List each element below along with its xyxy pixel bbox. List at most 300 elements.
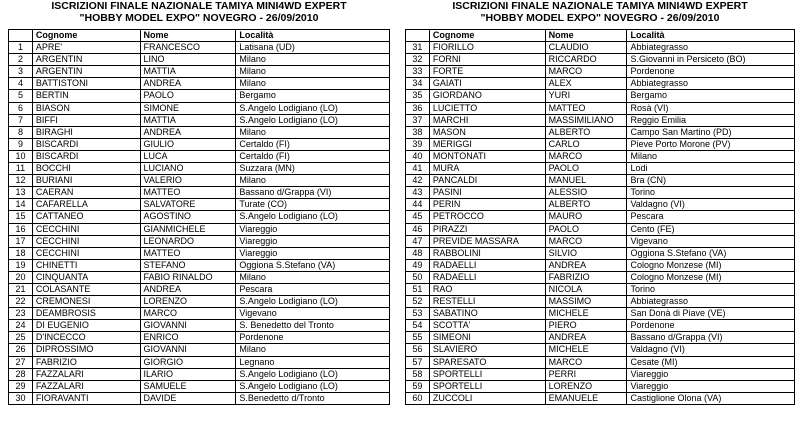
locality-cell: Milano bbox=[236, 126, 390, 138]
locality-cell: Viareggio bbox=[236, 235, 390, 247]
row-number: 54 bbox=[406, 320, 430, 332]
row-number: 50 bbox=[406, 271, 430, 283]
locality-cell: Oggiona S.Stefano (VA) bbox=[627, 247, 795, 259]
locality-cell: Lodi bbox=[627, 163, 795, 175]
row-number: 36 bbox=[406, 102, 430, 114]
first-name-cell: LORENZO bbox=[140, 296, 236, 308]
locality-cell: Oggiona S.Stefano (VA) bbox=[236, 259, 390, 271]
first-name-cell: MAURO bbox=[545, 211, 627, 223]
locality-cell: Latisana (UD) bbox=[236, 42, 390, 54]
locality-cell: Viareggio bbox=[236, 223, 390, 235]
row-number: 37 bbox=[406, 114, 430, 126]
locality-cell: Pescara bbox=[627, 211, 795, 223]
header-surname: Cognome bbox=[32, 30, 140, 42]
row-number: 25 bbox=[9, 332, 33, 344]
row-number: 35 bbox=[406, 90, 430, 102]
row-number: 58 bbox=[406, 368, 430, 380]
surname-cell: SABATINO bbox=[429, 308, 545, 320]
table-row bbox=[406, 368, 795, 380]
surname-cell: APRE' bbox=[32, 42, 140, 54]
document-title bbox=[8, 0, 390, 24]
locality-cell: S.Angelo Lodigiano (LO) bbox=[236, 114, 390, 126]
row-number: 19 bbox=[9, 259, 33, 271]
locality-cell: Bergamo bbox=[627, 90, 795, 102]
surname-cell: BOCCHI bbox=[32, 163, 140, 175]
first-name-cell: MASSIMILIANO bbox=[545, 114, 627, 126]
first-name-cell: MARCO bbox=[545, 66, 627, 78]
row-number: 41 bbox=[406, 163, 430, 175]
row-number: 2 bbox=[9, 54, 33, 66]
right-panel bbox=[405, 0, 795, 405]
surname-cell: BERTIN bbox=[32, 90, 140, 102]
locality-cell: Milano bbox=[236, 271, 390, 283]
first-name-cell: STEFANO bbox=[140, 259, 236, 271]
table-row bbox=[9, 42, 390, 54]
first-name-cell: MARCO bbox=[140, 308, 236, 320]
table-row bbox=[9, 332, 390, 344]
row-number: 6 bbox=[9, 102, 33, 114]
surname-cell: FORNI bbox=[429, 54, 545, 66]
locality-cell: S.Giovanni in Persiceto (BO) bbox=[627, 54, 795, 66]
locality-cell: Torino bbox=[627, 283, 795, 295]
first-name-cell: ALEX bbox=[545, 78, 627, 90]
row-number: 27 bbox=[9, 356, 33, 368]
row-number: 1 bbox=[9, 42, 33, 54]
locality-cell: Pieve Porto Morone (PV) bbox=[627, 138, 795, 150]
row-number: 13 bbox=[9, 187, 33, 199]
row-number: 14 bbox=[9, 199, 33, 211]
first-name-cell: ANDREA bbox=[140, 283, 236, 295]
locality-cell: Valdagno (VI) bbox=[627, 344, 795, 356]
locality-cell: Pordenone bbox=[627, 66, 795, 78]
first-name-cell: GIULIO bbox=[140, 138, 236, 150]
locality-cell: Abbiategrasso bbox=[627, 42, 795, 54]
row-number: 30 bbox=[9, 392, 33, 404]
table-row bbox=[9, 296, 390, 308]
first-name-cell: FABRIZIO bbox=[545, 271, 627, 283]
first-name-cell: CLAUDIO bbox=[545, 42, 627, 54]
table-row bbox=[9, 187, 390, 199]
table-row bbox=[9, 356, 390, 368]
table-row bbox=[406, 102, 795, 114]
surname-cell: ZUCCOLI bbox=[429, 392, 545, 404]
table-row bbox=[9, 308, 390, 320]
row-number: 26 bbox=[9, 344, 33, 356]
table-row bbox=[9, 392, 390, 404]
locality-cell: Cologno Monzese (MI) bbox=[627, 259, 795, 271]
surname-cell: PERIN bbox=[429, 199, 545, 211]
row-number: 32 bbox=[406, 54, 430, 66]
title-line-1: ISCRIZIONI FINALE NAZIONALE TAMIYA MINI4WD EXPERT bbox=[51, 0, 347, 12]
locality-cell: Milano bbox=[236, 344, 390, 356]
title-line-1: ISCRIZIONI FINALE NAZIONALE TAMIYA MINI4WD EXPERT bbox=[452, 0, 748, 12]
row-number: 53 bbox=[406, 308, 430, 320]
table-row bbox=[9, 126, 390, 138]
document-title bbox=[405, 0, 795, 24]
first-name-cell: ALESSIO bbox=[545, 187, 627, 199]
table-row bbox=[9, 199, 390, 211]
first-name-cell: AGOSTINO bbox=[140, 211, 236, 223]
table-row bbox=[406, 356, 795, 368]
locality-cell: Bassano d/Grappa (VI) bbox=[236, 187, 390, 199]
header-surname: Cognome bbox=[429, 30, 545, 42]
row-number: 57 bbox=[406, 356, 430, 368]
first-name-cell: LUCA bbox=[140, 150, 236, 162]
table-row bbox=[406, 42, 795, 54]
table-row bbox=[406, 296, 795, 308]
table-row bbox=[9, 150, 390, 162]
locality-cell: Pordenone bbox=[627, 320, 795, 332]
table-row bbox=[406, 163, 795, 175]
locality-cell: Cento (FE) bbox=[627, 223, 795, 235]
row-number: 60 bbox=[406, 392, 430, 404]
surname-cell: CECCHINI bbox=[32, 247, 140, 259]
first-name-cell: MATTEO bbox=[140, 247, 236, 259]
table-body bbox=[406, 42, 795, 405]
header-locality: Località bbox=[627, 30, 795, 42]
table-row bbox=[406, 78, 795, 90]
table-row bbox=[9, 114, 390, 126]
surname-cell: BATTISTONI bbox=[32, 78, 140, 90]
surname-cell: FORTE bbox=[429, 66, 545, 78]
row-number: 29 bbox=[9, 380, 33, 392]
surname-cell: GIORDANO bbox=[429, 90, 545, 102]
table-row bbox=[9, 175, 390, 187]
table-row bbox=[9, 138, 390, 150]
locality-cell: Bra (CN) bbox=[627, 175, 795, 187]
surname-cell: RADAELLI bbox=[429, 271, 545, 283]
header-locality: Località bbox=[236, 30, 390, 42]
first-name-cell: ANDREA bbox=[140, 126, 236, 138]
row-number: 38 bbox=[406, 126, 430, 138]
first-name-cell: GIORGIO bbox=[140, 356, 236, 368]
row-number: 5 bbox=[9, 90, 33, 102]
row-number: 43 bbox=[406, 187, 430, 199]
surname-cell: BISCARDI bbox=[32, 138, 140, 150]
table-row bbox=[9, 66, 390, 78]
table-row bbox=[9, 247, 390, 259]
surname-cell: CATTANEO bbox=[32, 211, 140, 223]
first-name-cell: SAMUELE bbox=[140, 380, 236, 392]
locality-cell: Reggio Emilia bbox=[627, 114, 795, 126]
row-number: 10 bbox=[9, 150, 33, 162]
row-number: 4 bbox=[9, 78, 33, 90]
header-first-name: Nome bbox=[140, 30, 236, 42]
row-number: 28 bbox=[9, 368, 33, 380]
surname-cell: SCOTTA' bbox=[429, 320, 545, 332]
locality-cell: Milano bbox=[236, 175, 390, 187]
locality-cell: S.Angelo Lodigiano (LO) bbox=[236, 296, 390, 308]
registrations-table bbox=[405, 29, 795, 405]
row-number: 8 bbox=[9, 126, 33, 138]
surname-cell: SPORTELLI bbox=[429, 368, 545, 380]
locality-cell: Pescara bbox=[236, 283, 390, 295]
locality-cell: Bergamo bbox=[236, 90, 390, 102]
row-number: 33 bbox=[406, 66, 430, 78]
surname-cell: RADAELLI bbox=[429, 259, 545, 271]
header-number bbox=[9, 30, 33, 42]
surname-cell: CAFARELLA bbox=[32, 199, 140, 211]
table-header bbox=[9, 30, 390, 42]
table-row bbox=[9, 223, 390, 235]
locality-cell: Vigevano bbox=[627, 235, 795, 247]
surname-cell: BURIANI bbox=[32, 175, 140, 187]
surname-cell: CECCHINI bbox=[32, 223, 140, 235]
surname-cell: SLAVIERO bbox=[429, 344, 545, 356]
first-name-cell: PAOLO bbox=[545, 223, 627, 235]
surname-cell: DI EUGENIO bbox=[32, 320, 140, 332]
table-row bbox=[9, 102, 390, 114]
surname-cell: MERIGGI bbox=[429, 138, 545, 150]
surname-cell: DIPROSSIMO bbox=[32, 344, 140, 356]
row-number: 45 bbox=[406, 211, 430, 223]
table-row bbox=[9, 90, 390, 102]
locality-cell: S.Angelo Lodigiano (LO) bbox=[236, 368, 390, 380]
table-row bbox=[406, 187, 795, 199]
first-name-cell: ILARIO bbox=[140, 368, 236, 380]
surname-cell: GAIATI bbox=[429, 78, 545, 90]
table-row bbox=[406, 235, 795, 247]
surname-cell: CINQUANTA bbox=[32, 271, 140, 283]
surname-cell: SIMEONI bbox=[429, 332, 545, 344]
surname-cell: DEAMBROSIS bbox=[32, 308, 140, 320]
surname-cell: ARGENTIN bbox=[32, 54, 140, 66]
locality-cell: Pordenone bbox=[236, 332, 390, 344]
locality-cell: Abbiategrasso bbox=[627, 296, 795, 308]
row-number: 39 bbox=[406, 138, 430, 150]
row-number: 17 bbox=[9, 235, 33, 247]
first-name-cell: SIMONE bbox=[140, 102, 236, 114]
table-row bbox=[9, 163, 390, 175]
first-name-cell: MARCO bbox=[545, 235, 627, 247]
table-row bbox=[406, 211, 795, 223]
row-number: 9 bbox=[9, 138, 33, 150]
table-row bbox=[406, 90, 795, 102]
table-row bbox=[9, 344, 390, 356]
first-name-cell: GIOVANNI bbox=[140, 320, 236, 332]
table-row bbox=[406, 138, 795, 150]
first-name-cell: MICHELE bbox=[545, 308, 627, 320]
first-name-cell: PAOLO bbox=[545, 163, 627, 175]
first-name-cell: FABIO RINALDO bbox=[140, 271, 236, 283]
first-name-cell: ENRICO bbox=[140, 332, 236, 344]
surname-cell: RABBOLINI bbox=[429, 247, 545, 259]
table-row bbox=[406, 199, 795, 211]
row-number: 56 bbox=[406, 344, 430, 356]
first-name-cell: MATTIA bbox=[140, 66, 236, 78]
locality-cell: Milano bbox=[236, 54, 390, 66]
row-number: 11 bbox=[9, 163, 33, 175]
table-row bbox=[9, 211, 390, 223]
surname-cell: FIORILLO bbox=[429, 42, 545, 54]
table-row bbox=[406, 114, 795, 126]
first-name-cell: YURI bbox=[545, 90, 627, 102]
registrations-table bbox=[8, 29, 390, 405]
locality-cell: Certaldo (FI) bbox=[236, 138, 390, 150]
first-name-cell: MANUEL bbox=[545, 175, 627, 187]
table-row bbox=[9, 259, 390, 271]
first-name-cell: VALERIO bbox=[140, 175, 236, 187]
surname-cell: BIFFI bbox=[32, 114, 140, 126]
first-name-cell: MARCO bbox=[545, 356, 627, 368]
table-row bbox=[9, 368, 390, 380]
row-number: 55 bbox=[406, 332, 430, 344]
table-row bbox=[406, 66, 795, 78]
first-name-cell: CARLO bbox=[545, 138, 627, 150]
locality-cell: Campo San Martino (PD) bbox=[627, 126, 795, 138]
locality-cell: Viareggio bbox=[627, 368, 795, 380]
row-number: 7 bbox=[9, 114, 33, 126]
table-row bbox=[406, 259, 795, 271]
table-row bbox=[406, 344, 795, 356]
locality-cell: S.Benedetto d/Tronto bbox=[236, 392, 390, 404]
row-number: 21 bbox=[9, 283, 33, 295]
locality-cell: S.Angelo Lodigiano (LO) bbox=[236, 211, 390, 223]
table-row bbox=[9, 235, 390, 247]
row-number: 48 bbox=[406, 247, 430, 259]
surname-cell: CECCHINI bbox=[32, 235, 140, 247]
first-name-cell: MICHELE bbox=[545, 344, 627, 356]
locality-cell: S. Benedetto del Tronto bbox=[236, 320, 390, 332]
surname-cell: BIASON bbox=[32, 102, 140, 114]
row-number: 22 bbox=[9, 296, 33, 308]
row-number: 12 bbox=[9, 175, 33, 187]
locality-cell: Viareggio bbox=[627, 380, 795, 392]
first-name-cell: ALBERTO bbox=[545, 126, 627, 138]
surname-cell: PANCALDI bbox=[429, 175, 545, 187]
row-number: 51 bbox=[406, 283, 430, 295]
table-row bbox=[9, 320, 390, 332]
surname-cell: ARGENTIN bbox=[32, 66, 140, 78]
locality-cell: Milano bbox=[236, 78, 390, 90]
first-name-cell: LORENZO bbox=[545, 380, 627, 392]
table-row bbox=[9, 78, 390, 90]
row-number: 31 bbox=[406, 42, 430, 54]
locality-cell: Cologno Monzese (MI) bbox=[627, 271, 795, 283]
table-row bbox=[406, 392, 795, 404]
locality-cell: Torino bbox=[627, 187, 795, 199]
header-number bbox=[406, 30, 430, 42]
locality-cell: Castiglione Olona (VA) bbox=[627, 392, 795, 404]
first-name-cell: LINO bbox=[140, 54, 236, 66]
table-body bbox=[9, 42, 390, 405]
table-row bbox=[9, 271, 390, 283]
locality-cell: Certaldo (FI) bbox=[236, 150, 390, 162]
row-number: 44 bbox=[406, 199, 430, 211]
table-row bbox=[406, 247, 795, 259]
table-header bbox=[406, 30, 795, 42]
surname-cell: BISCARDI bbox=[32, 150, 140, 162]
surname-cell: MARCHI bbox=[429, 114, 545, 126]
title-line-2: "HOBBY MODEL EXPO" NOVEGRO - 26/09/2010 bbox=[79, 12, 319, 24]
row-number: 20 bbox=[9, 271, 33, 283]
locality-cell: Bassano d/Grappa (VI) bbox=[627, 332, 795, 344]
surname-cell: COLASANTE bbox=[32, 283, 140, 295]
row-number: 47 bbox=[406, 235, 430, 247]
surname-cell: PASINI bbox=[429, 187, 545, 199]
row-number: 52 bbox=[406, 296, 430, 308]
first-name-cell: FRANCESCO bbox=[140, 42, 236, 54]
first-name-cell: ANDREA bbox=[140, 78, 236, 90]
first-name-cell: NICOLA bbox=[545, 283, 627, 295]
table-row bbox=[406, 54, 795, 66]
surname-cell: LUCIETTO bbox=[429, 102, 545, 114]
surname-cell: SPARESATO bbox=[429, 356, 545, 368]
first-name-cell: MARCO bbox=[545, 150, 627, 162]
table-row bbox=[406, 271, 795, 283]
surname-cell: PREVIDE MASSARA bbox=[429, 235, 545, 247]
locality-cell: Abbiategrasso bbox=[627, 78, 795, 90]
table-row bbox=[406, 150, 795, 162]
table-row bbox=[406, 380, 795, 392]
surname-cell: FAZZALARI bbox=[32, 380, 140, 392]
surname-cell: BIRAGHI bbox=[32, 126, 140, 138]
locality-cell: Cesate (MI) bbox=[627, 356, 795, 368]
row-number: 46 bbox=[406, 223, 430, 235]
row-number: 49 bbox=[406, 259, 430, 271]
first-name-cell: EMANUELE bbox=[545, 392, 627, 404]
first-name-cell: SALVATORE bbox=[140, 199, 236, 211]
table-row bbox=[406, 175, 795, 187]
locality-cell: Turate (CO) bbox=[236, 199, 390, 211]
first-name-cell: ALBERTO bbox=[545, 199, 627, 211]
surname-cell: CHINETTI bbox=[32, 259, 140, 271]
first-name-cell: PAOLO bbox=[140, 90, 236, 102]
table-row bbox=[9, 380, 390, 392]
surname-cell: PETROCCO bbox=[429, 211, 545, 223]
table-row bbox=[406, 308, 795, 320]
left-panel bbox=[8, 0, 390, 405]
table-row bbox=[406, 126, 795, 138]
first-name-cell: LEONARDO bbox=[140, 235, 236, 247]
locality-cell: Milano bbox=[236, 66, 390, 78]
first-name-cell: RICCARDO bbox=[545, 54, 627, 66]
row-number: 23 bbox=[9, 308, 33, 320]
row-number: 18 bbox=[9, 247, 33, 259]
surname-cell: RAO bbox=[429, 283, 545, 295]
surname-cell: CREMONESI bbox=[32, 296, 140, 308]
row-number: 59 bbox=[406, 380, 430, 392]
first-name-cell: GIOVANNI bbox=[140, 344, 236, 356]
surname-cell: CAERAN bbox=[32, 187, 140, 199]
first-name-cell: PERRI bbox=[545, 368, 627, 380]
surname-cell: PIRAZZI bbox=[429, 223, 545, 235]
row-number: 3 bbox=[9, 66, 33, 78]
row-number: 24 bbox=[9, 320, 33, 332]
locality-cell: S.Angelo Lodigiano (LO) bbox=[236, 102, 390, 114]
surname-cell: SPORTELLI bbox=[429, 380, 545, 392]
row-number: 34 bbox=[406, 78, 430, 90]
first-name-cell: SILVIO bbox=[545, 247, 627, 259]
locality-cell: Rosà (VI) bbox=[627, 102, 795, 114]
first-name-cell: ANDREA bbox=[545, 259, 627, 271]
locality-cell: Viareggio bbox=[236, 247, 390, 259]
row-number: 40 bbox=[406, 150, 430, 162]
row-number: 15 bbox=[9, 211, 33, 223]
table-row bbox=[406, 320, 795, 332]
table-row bbox=[406, 223, 795, 235]
first-name-cell: LUCIANO bbox=[140, 163, 236, 175]
row-number: 42 bbox=[406, 175, 430, 187]
surname-cell: D'INCECCO bbox=[32, 332, 140, 344]
surname-cell: FAZZALARI bbox=[32, 368, 140, 380]
first-name-cell: ANDREA bbox=[545, 332, 627, 344]
surname-cell: FIORAVANTI bbox=[32, 392, 140, 404]
title-line-2: "HOBBY MODEL EXPO" NOVEGRO - 26/09/2010 bbox=[480, 12, 720, 24]
surname-cell: MONTONATI bbox=[429, 150, 545, 162]
surname-cell: FABRIZIO bbox=[32, 356, 140, 368]
locality-cell: Suzzara (MN) bbox=[236, 163, 390, 175]
